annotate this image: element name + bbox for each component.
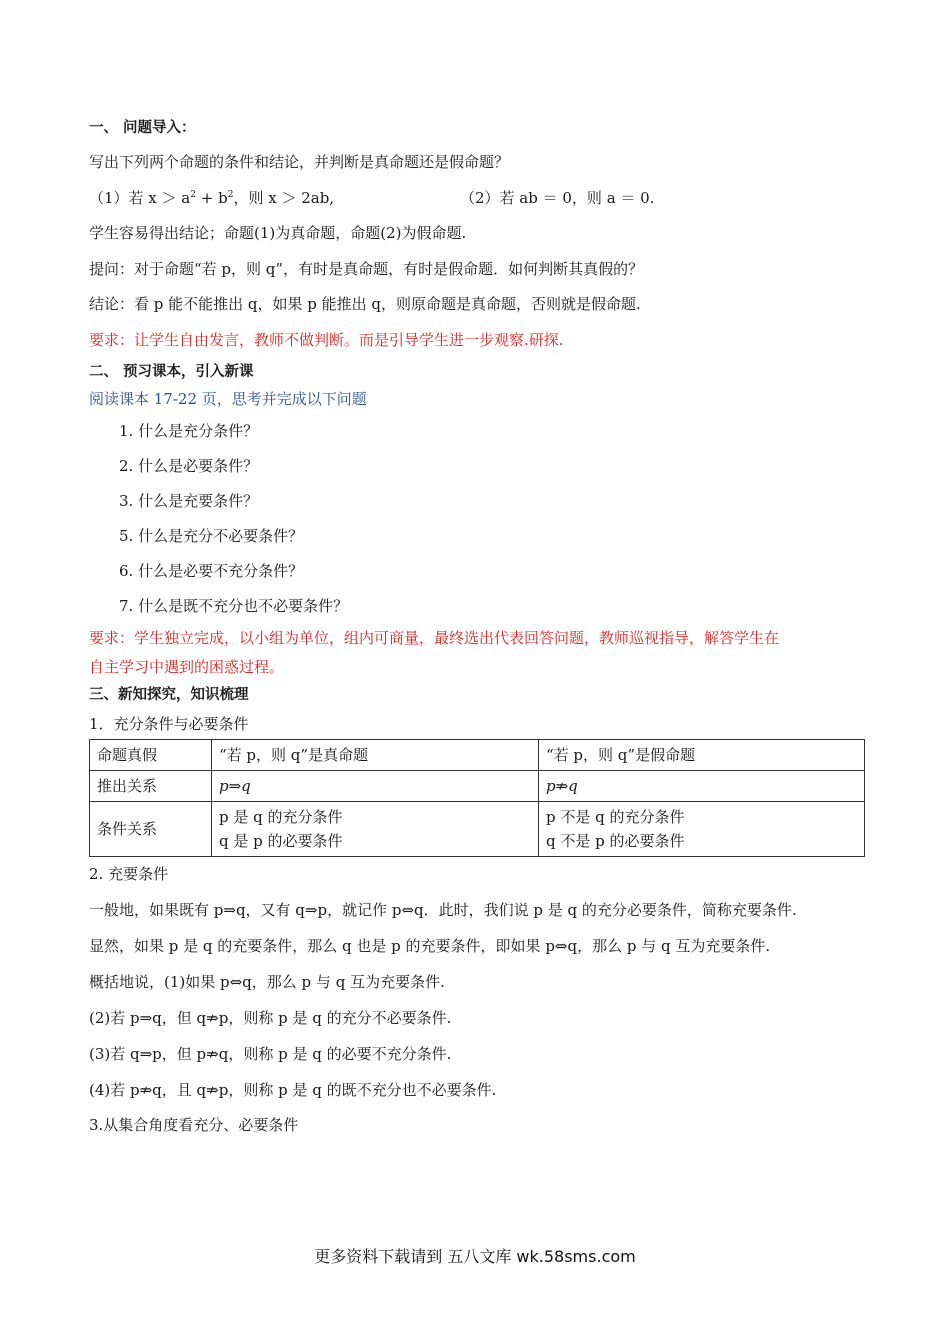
summary-3: (3)若 q⇒p，但 p⇏q，则称 p 是 q 的必要不充分条件. (89, 1045, 452, 1063)
conclusion-2: 结论：看 p 能不能推出 q，如果 p 能推出 q，则原命题是真命题，否则就是假命题. (89, 295, 641, 313)
summary-4: (4)若 p⇏q，且 q⇏p，则称 p 是 q 的既不充分也不必要条件. (89, 1081, 497, 1099)
question-item: 5. 什么是充分不必要条件？ (119, 527, 304, 545)
reading-assignment: 阅读课本 17-22 页，思考并完成以下问题 (89, 390, 367, 408)
true-sufficient: p 是 q 的充分条件 (219, 808, 343, 826)
table-row (90, 740, 865, 771)
requirement-1: 要求：让学生自由发言，教师不做判断。而是引导学生进一步观察.研探. (89, 331, 564, 349)
conclusion-1: 学生容易得出结论；命题(1)为真命题，命题(2)为假命题. (89, 224, 467, 242)
conditions-table (89, 739, 865, 857)
table-cell (212, 802, 539, 857)
question-item: 3. 什么是充要条件？ (119, 492, 259, 510)
table-cell: 命题真假 (90, 740, 212, 771)
table-cell: p⇒q (212, 771, 539, 802)
table-cell: “若 p，则 q”是假命题 (539, 740, 865, 771)
requirement-2-line2: 自主学习中遇到的困惑过程。 (89, 658, 285, 676)
requirement-2-line1: 要求：学生独立完成，以小组为单位，组内可商量，最终选出代表回答问题，教师巡视指导，解答学生在 (89, 629, 780, 647)
false-sufficient: p 不是 q 的充分条件 (546, 808, 685, 826)
section-3-heading: 三、新知探究，知识梳理 (89, 687, 249, 703)
footer-link-text: 更多资料下载请到 五八文库 wk.58sms.com (314, 1247, 636, 1266)
false-necessary: q 不是 p 的必要条件 (546, 832, 685, 850)
question-text: 提问：对于命题“若 p，则 q”，有时是真命题，有时是假命题．如何判断其真假的？ (89, 260, 644, 278)
table-cell: 推出关系 (90, 771, 212, 802)
true-necessary: q 是 p 的必要条件 (219, 832, 343, 850)
table-cell: “若 p，则 q”是真命题 (212, 740, 539, 771)
symmetry-paragraph: 显然，如果 p 是 q 的充要条件，那么 q 也是 p 的充要条件，即如果 p⇔q，那么 p 与 q 互为充要条件. (89, 937, 771, 955)
subsection-2-title: 2. 充要条件 (89, 865, 169, 883)
section-2-heading: 二、 预习课本，引入新课 (89, 364, 254, 380)
intro-text: 写出下列两个命题的条件和结论，并判断是真命题还是假命题？ (89, 153, 510, 171)
table-cell: 条件关系 (90, 802, 212, 857)
summary-2: (2)若 p⇒q，但 q⇏p，则称 p 是 q 的充分不必要条件. (89, 1009, 452, 1027)
question-item: 7. 什么是既不充分也不必要条件？ (119, 597, 349, 615)
problem-2: （2）若 ab ＝ 0，则 a ＝ 0. (460, 189, 655, 207)
question-item: 1. 什么是充分条件？ (119, 422, 259, 440)
definition-paragraph: 一般地，如果既有 p⇒q，又有 q⇒p，就记作 p⇔q．此时，我们说 p 是 q 的充分必要条件，简称充要条件. (89, 901, 797, 919)
section-1-heading: 一、 问题导入： (89, 120, 196, 136)
table-cell: p⇏q (539, 771, 865, 802)
table-cell (539, 802, 865, 857)
table-row (90, 771, 865, 802)
subsection-3-title: 3.从集合角度看充分、必要条件 (89, 1116, 299, 1134)
question-item: 2. 什么是必要条件？ (119, 457, 259, 475)
problem-1: （1）若 $x > a^2 + b^2$，则 x ＞ 2ab, (89, 189, 335, 207)
summary-1: 概括地说，(1)如果 p⇔q，那么 p 与 q 互为充要条件. (89, 973, 445, 991)
subsection-1-title: 1．充分条件与必要条件 (89, 715, 249, 733)
table-row (90, 802, 865, 857)
question-item: 6. 什么是必要不充分条件？ (119, 562, 304, 580)
